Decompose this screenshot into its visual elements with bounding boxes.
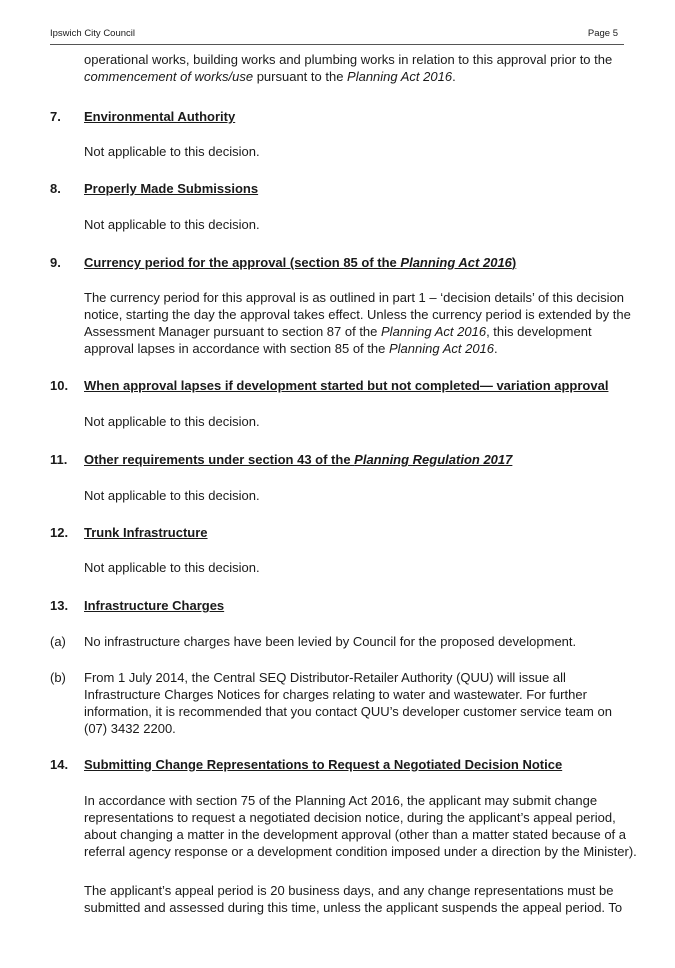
section-9-line-2: notice, starting the day the approval takes effect. Unless the currency period is extended by the bbox=[84, 307, 631, 322]
section-12-body: Not applicable to this decision. bbox=[84, 560, 260, 575]
section-9-number: 9. bbox=[50, 255, 61, 270]
section-13-title: Infrastructure Charges bbox=[84, 598, 225, 613]
section-14-title: Submitting Change Representations to Request a Negotiated Decision Notice bbox=[84, 757, 563, 772]
section-14-p1-line-4: referral agency response or a development condition imposed under a direction by the Minister). bbox=[84, 844, 637, 859]
council-name: Ipswich City Council bbox=[50, 28, 135, 39]
item-b-line-3: information, it is recommended that you contact QUU’s developer customer service team on bbox=[84, 704, 612, 719]
section-14-p2-line-1: The applicant’s appeal period is 20 business days, and any change representations must be bbox=[84, 883, 614, 898]
section-14-p1-line-1: In accordance with section 75 of the Planning Act 2016, the applicant may submit change bbox=[84, 793, 598, 808]
item-b-line-2: Infrastructure Charges Notices for charges relating to water and wastewater. For further bbox=[84, 687, 587, 702]
item-b-line-1: From 1 July 2014, the Central SEQ Distributor-Retailer Authority (QUU) will issue all bbox=[84, 670, 566, 685]
page-header bbox=[50, 26, 624, 45]
item-a-text: No infrastructure charges have been levied by Council for the proposed development. bbox=[84, 634, 577, 649]
intro-line-1: operational works, building works and plumbing works in relation to this approval prior to the bbox=[84, 52, 613, 67]
page-number: Page 5 bbox=[587, 28, 618, 39]
section-8-title: Properly Made Submissions bbox=[84, 181, 259, 196]
section-10-title: When approval lapses if development started but not completed— variation approval bbox=[84, 378, 609, 393]
section-7-title: Environmental Authority bbox=[84, 109, 236, 124]
section-8-body: Not applicable to this decision. bbox=[84, 217, 260, 232]
section-13-number: 13. bbox=[50, 598, 69, 613]
section-14-p1-line-2: representations to request a negotiated decision notice, during the applicant’s appeal period, bbox=[84, 810, 616, 825]
section-11-title: Other requirements under section 43 of the Planning Regulation 2017 bbox=[84, 452, 513, 467]
item-b-line-4: (07) 3432 2200. bbox=[84, 721, 176, 736]
item-a-marker: (a) bbox=[50, 634, 66, 649]
section-9-line-3: Assessment Manager pursuant to section 87 of the Planning Act 2016, this development bbox=[84, 324, 592, 339]
section-12-title: Trunk Infrastructure bbox=[84, 525, 208, 540]
intro-line-2: commencement of works/use pursuant to the Planning Act 2016. bbox=[84, 69, 456, 84]
item-b-marker: (b) bbox=[50, 670, 66, 685]
section-10-number: 10. bbox=[50, 378, 69, 393]
section-14-p1-line-3: about changing a matter in the development approval (other than a matter stated because of a bbox=[84, 827, 627, 842]
section-14-p2-line-2: submitted and assessed during this time, unless the applicant suspends the appeal period. To bbox=[84, 900, 623, 915]
section-12-number: 12. bbox=[50, 525, 69, 540]
section-14-number: 14. bbox=[50, 757, 69, 772]
section-7-body: Not applicable to this decision. bbox=[84, 144, 260, 159]
section-11-body: Not applicable to this decision. bbox=[84, 488, 260, 503]
section-9-title: Currency period for the approval (section 85 of the Planning Act 2016) bbox=[84, 255, 517, 270]
section-9-line-4: approval lapses in accordance with section 85 of the Planning Act 2016. bbox=[84, 341, 498, 356]
section-7-number: 7. bbox=[50, 109, 61, 124]
section-9-line-1: The currency period for this approval is as outlined in part 1 – ‘decision details’ of this decision bbox=[84, 290, 625, 305]
section-11-number: 11. bbox=[50, 452, 68, 467]
section-8-number: 8. bbox=[50, 181, 61, 196]
section-10-body: Not applicable to this decision. bbox=[84, 414, 260, 429]
